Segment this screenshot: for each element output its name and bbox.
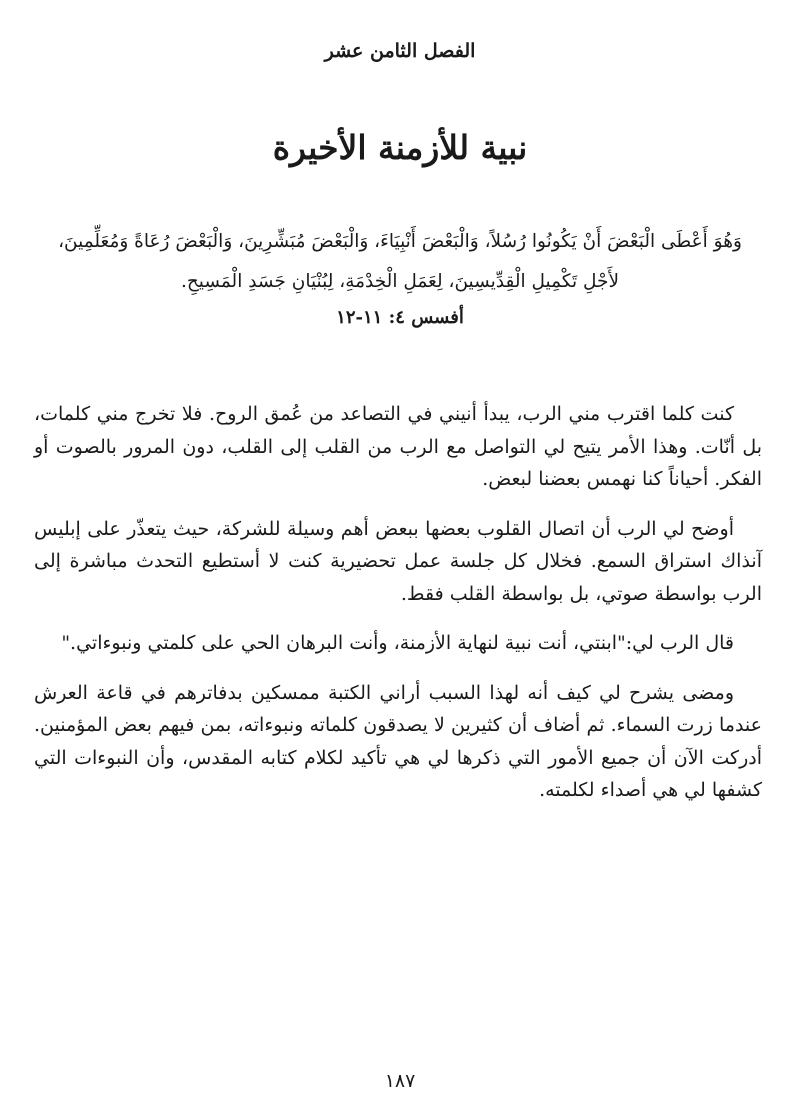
paragraph-4: ومضى يشرح لي كيف أنه لهذا السبب أراني الكتبة ممسكين بدفاترهم في قاعة العرش عندما زرت السماء. ثم أضاف أن كثيرين لا يصدقون كلماته ونبوءاته، بمن فيهم بعض المؤمنين. أدركت الآن أن جميع الأمور التي ذكرها لي هي تأكيد لكلام كتابه المقدس، وأن النبوءات التي كشفها لي هي أصداء لكلمته. — [34, 681, 762, 801]
chapter-label: الفصل الثامن عشر — [324, 40, 476, 62]
paragraph-3: قال الرب لي:"ابنتي، أنت نبية لنهاية الأزمنة، وأنت البرهان الحي على كلمتي ونبوءاتي." — [61, 632, 734, 654]
paragraph-1: كنت كلما اقترب مني الرب، يبدأ أنيني في التصاعد من عُمق الروح. فلا تخرج مني كلمات، بل أنّات. وهذا الأمر يتيح لي التواصل مع الرب من القلب إلى القلب، دون المرور بالصوت أو الفكر. أحياناً كنا نهمس بعضنا لبعض. — [34, 403, 762, 490]
scripture-line-2: لأَجْلِ تَكْمِيلِ الْقِدِّيسِينَ، لِعَمَلِ الْخِدْمَةِ، لِبُنْيَانِ جَسَدِ الْمَسِيحِ. — [180, 271, 620, 292]
paragraph-2: أوضح لي الرب أن اتصال القلوب بعضها ببعض أهم وسيلة للشركة، حيث يتعذّر على إبليس آنذاك استراق السمع. فخلال كل جلسة عمل تحضيرية كنت لا أستطيع التحدث مباشرة إلى الرب بواسطة صوتي، بل بواسطة القلب فقط. — [34, 517, 762, 605]
chapter-title: نبية للأزمنة الأخيرة — [272, 128, 528, 167]
scripture-line-1: وَهُوَ أَعْطَى الْبَعْضَ أَنْ يَكُونُوا رُسُلاً، وَالْبَعْضَ أَنْبِيَاءَ، وَالْبَعْضَ مُبَشِّرِينَ، وَالْبَعْضَ رُعَاةً وَمُعَلِّمِينَ، — [58, 231, 742, 252]
page-number: ١٨٧ — [384, 1070, 416, 1092]
chapter-body — [34, 398, 762, 824]
scripture-quote — [36, 222, 764, 302]
scripture-reference: أفسس ٤: ١١-١٢ — [336, 307, 464, 328]
